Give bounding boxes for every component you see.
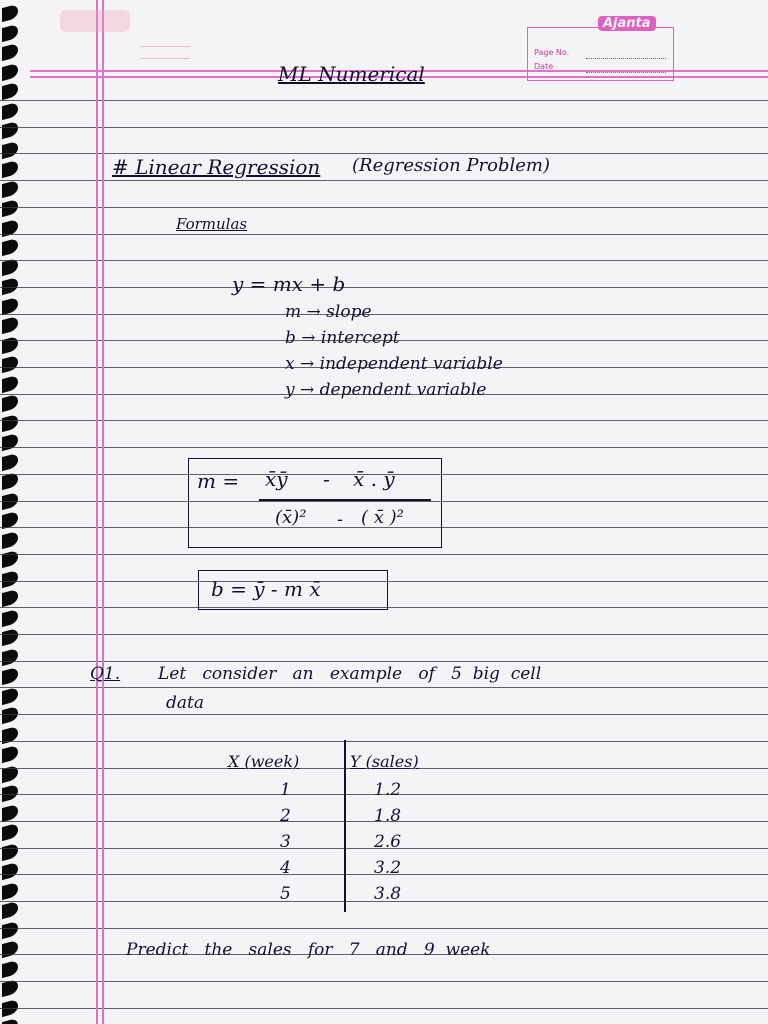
ruled-line (0, 554, 768, 555)
ruled-line (0, 661, 768, 662)
binding-hole (2, 959, 18, 977)
binding-hole (2, 199, 18, 217)
table-cell-x: 4 (280, 858, 291, 878)
binding-hole (2, 101, 18, 119)
table-cell-x: 1 (280, 780, 291, 800)
definition-intercept: b → intercept (285, 328, 400, 348)
table-header-x: X (week) (228, 752, 300, 771)
binding-hole (2, 550, 18, 568)
section-subheading: (Regression Problem) (352, 155, 550, 176)
heading-text: # Linear Regression (112, 155, 321, 179)
binding-hole (2, 62, 18, 80)
binding-hole (2, 881, 18, 899)
binding-hole (2, 686, 18, 704)
binding-hole (2, 901, 18, 919)
binding-hole (2, 4, 18, 22)
definition-slope: m → slope (285, 302, 372, 322)
prediction-task: Predict the sales for 7 and 9 week (126, 940, 491, 960)
ruled-line (0, 687, 768, 688)
definition-independent: x → independent variable (285, 354, 503, 374)
slope-lhs: m = (197, 469, 240, 493)
table-cell-y: 1.2 (374, 780, 402, 800)
slope-formula-box (188, 458, 442, 548)
faded-stamp (50, 6, 195, 70)
binding-hole (2, 647, 18, 665)
ruled-line (0, 260, 768, 261)
denominator-term-b: ( x̄ )² (361, 507, 404, 528)
binding-hole (2, 296, 18, 314)
ruled-line (0, 100, 768, 101)
ruled-line (0, 1008, 768, 1009)
question-number (90, 664, 120, 684)
binding-hole (2, 530, 18, 548)
binding-hole (2, 23, 18, 41)
table-cell-x: 3 (280, 832, 291, 852)
binding-hole (2, 335, 18, 353)
binding-hole (2, 628, 18, 646)
binding-hole (2, 394, 18, 412)
intercept-formula: b = ȳ - m x̄ (211, 577, 321, 601)
binding-hole (2, 940, 18, 958)
ruled-line (0, 981, 768, 982)
denominator-term-a: (x̄)² (275, 507, 307, 528)
fraction-bar (259, 499, 431, 501)
binding-hole (2, 43, 18, 61)
ruled-line (0, 447, 768, 448)
binding-hole (2, 121, 18, 139)
binding-hole (2, 608, 18, 626)
binding-hole (2, 316, 18, 334)
ruled-line (0, 741, 768, 742)
ruled-line (0, 180, 768, 181)
table-cell-x: 2 (280, 806, 291, 826)
left-margin-line-2 (102, 0, 104, 1024)
table-cell-x: 5 (280, 884, 291, 904)
binding-hole (2, 823, 18, 841)
binding-hole (2, 82, 18, 100)
date-label: Date (534, 62, 554, 71)
question-text-line1: Let consider an example of 5 big cell (158, 664, 542, 684)
binding-hole (2, 452, 18, 470)
binding-hole (2, 413, 18, 431)
binding-hole (2, 355, 18, 373)
ruled-line (0, 420, 768, 421)
main-equation: y = mx + b (232, 272, 346, 296)
denominator-minus: - (337, 509, 344, 530)
numerator-term-a: x̄ȳ (265, 467, 288, 491)
left-margin-line (96, 0, 98, 1024)
ruled-line (0, 207, 768, 208)
page-info-box (527, 16, 674, 81)
ruled-line (0, 127, 768, 128)
ruled-line (0, 634, 768, 635)
binding-hole (2, 745, 18, 763)
table-cell-y: 1.8 (374, 806, 402, 826)
table-divider (344, 740, 346, 912)
table-cell-y: 3.2 (374, 858, 402, 878)
page-no-label: Page No. (534, 48, 570, 57)
binding-hole (2, 374, 18, 392)
binding-hole (2, 569, 18, 587)
binding-hole (2, 160, 18, 178)
page-title: ML Numerical (278, 62, 425, 86)
binding-hole (2, 589, 18, 607)
intercept-formula-box (198, 570, 388, 610)
binding-hole (2, 803, 18, 821)
ruled-line (0, 714, 768, 715)
binding-hole (2, 140, 18, 158)
binding-hole (2, 862, 18, 880)
binding-hole (2, 1018, 18, 1024)
table-cell-y: 3.8 (374, 884, 402, 904)
table-header-y: Y (sales) (350, 752, 419, 771)
ruled-line (0, 314, 768, 315)
numerator-term-b: x̄ . ȳ (353, 467, 395, 491)
numerator-minus: - (323, 467, 330, 491)
binding-hole (2, 784, 18, 802)
definition-dependent: y → dependent variable (285, 380, 487, 400)
question-text-line2: data (166, 693, 204, 713)
binding-hole (2, 920, 18, 938)
binding-hole (2, 238, 18, 256)
binding-hole (2, 842, 18, 860)
question-number-text: Q1. (90, 664, 121, 684)
section-heading (112, 155, 320, 179)
formulas-label: Formulas (176, 215, 248, 233)
ruled-line (0, 287, 768, 288)
table-cell-y: 2.6 (374, 832, 402, 852)
binding-hole (2, 433, 18, 451)
binding-hole (2, 179, 18, 197)
ruled-line (0, 928, 768, 929)
ruled-line (0, 234, 768, 235)
brand-logo: Ajanta (598, 16, 656, 31)
binding-hole (2, 667, 18, 685)
